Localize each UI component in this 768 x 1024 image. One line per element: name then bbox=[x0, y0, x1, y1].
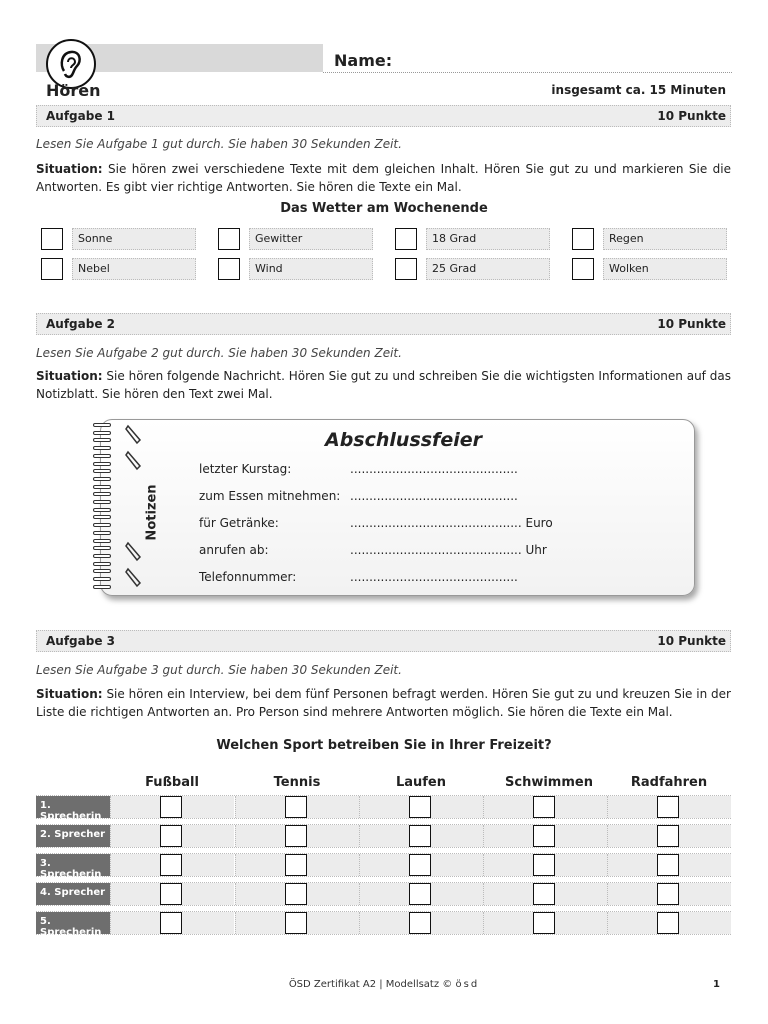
notepad-title: Abschlussfeier bbox=[325, 429, 482, 451]
pencil-icon bbox=[125, 541, 145, 593]
task1-situation: Situation: Sie hören zwei verschiedene Texte mit dem gleichen Inhalt. Hören Sie gut zu und markieren Sie die Antworten. Es gibt vier richtige Antworten. Sie hören die Texte ein Mal. bbox=[36, 162, 731, 194]
task1-points: 10 Punkte bbox=[657, 109, 726, 123]
field-blank[interactable]: ............................................. Euro bbox=[350, 516, 553, 530]
answer-checkbox[interactable] bbox=[160, 883, 182, 905]
answer-checkbox[interactable] bbox=[160, 796, 182, 818]
checkbox-nebel[interactable] bbox=[41, 258, 63, 280]
answer-checkbox[interactable] bbox=[409, 912, 431, 934]
spiral-ring bbox=[93, 539, 111, 543]
speaker-label: 4. Sprecher bbox=[36, 883, 110, 905]
answer-checkbox[interactable] bbox=[657, 854, 679, 876]
option-nebel: Nebel bbox=[72, 258, 196, 280]
spiral-ring bbox=[93, 469, 111, 473]
answer-checkbox[interactable] bbox=[533, 796, 555, 818]
answer-checkbox[interactable] bbox=[409, 883, 431, 905]
task1-instruction: Lesen Sie Aufgabe 1 gut durch. Sie haben 30 Sekunden Zeit. bbox=[36, 137, 402, 151]
task2-situation: Situation: Sie hören folgende Nachricht. Hören Sie gut zu und schreiben Sie die wichtigsten Informationen auf das Notizblatt. Sie hören den Text zwei Mal. bbox=[36, 369, 731, 401]
spiral-ring bbox=[93, 423, 111, 427]
spiral-ring bbox=[93, 446, 111, 450]
task2-points: 10 Punkte bbox=[657, 317, 726, 331]
field-blank[interactable]: ............................................. Uhr bbox=[350, 543, 547, 557]
answer-checkbox[interactable] bbox=[533, 883, 555, 905]
task1-title: Das Wetter am Wochenende bbox=[280, 201, 488, 216]
field-blank[interactable]: ............................................ bbox=[350, 570, 518, 584]
task2-instruction: Lesen Sie Aufgabe 2 gut durch. Sie haben 30 Sekunden Zeit. bbox=[36, 346, 402, 360]
option-sonne: Sonne bbox=[72, 228, 196, 250]
column-header: Fußball bbox=[145, 775, 199, 790]
speaker-label: 1. Sprecherin bbox=[36, 796, 110, 818]
checkbox-wolken[interactable] bbox=[572, 258, 594, 280]
field-label: letzter Kurstag: bbox=[199, 462, 292, 476]
answer-checkbox[interactable] bbox=[285, 796, 307, 818]
spiral-ring bbox=[93, 585, 111, 589]
checkbox-wind[interactable] bbox=[218, 258, 240, 280]
column-header: Schwimmen bbox=[505, 775, 593, 790]
spiral-ring bbox=[93, 523, 111, 527]
total-time: insgesamt ca. 15 Minuten bbox=[551, 83, 726, 97]
osd-logo: ösd bbox=[455, 979, 480, 990]
option-wind: Wind bbox=[249, 258, 373, 280]
task3-points: 10 Punkte bbox=[657, 634, 726, 648]
field-label: zum Essen mitnehmen: bbox=[199, 489, 341, 503]
task1-label: Aufgabe 1 bbox=[46, 109, 115, 123]
speaker-label: 5. Sprecherin bbox=[36, 912, 110, 934]
answer-checkbox[interactable] bbox=[657, 796, 679, 818]
task2-label: Aufgabe 2 bbox=[46, 317, 115, 331]
answer-checkbox[interactable] bbox=[285, 912, 307, 934]
spiral-ring bbox=[93, 500, 111, 504]
field-blank[interactable]: ............................................ bbox=[350, 489, 518, 503]
checkbox-regen[interactable] bbox=[572, 228, 594, 250]
section-title: Hören bbox=[46, 81, 101, 100]
spiral-ring bbox=[93, 454, 111, 458]
option-18-grad: 18 Grad bbox=[426, 228, 550, 250]
speaker-label: 2. Sprecher bbox=[36, 825, 110, 847]
task3-situation: Situation: Sie hören ein Interview, bei dem fünf Personen befragt werden. Hören Sie gut zu und kreuzen Sie in der Liste die richtigen Antworten an. Pro Person sind mehrere Antworten möglich. Sie hören die Texte ein Mal. bbox=[36, 687, 731, 719]
task3-label: Aufgabe 3 bbox=[46, 634, 115, 648]
answer-checkbox[interactable] bbox=[657, 883, 679, 905]
name-line[interactable] bbox=[323, 72, 732, 73]
spiral-ring bbox=[93, 462, 111, 466]
task3-title: Welchen Sport betreiben Sie in Ihrer Freizeit? bbox=[216, 738, 552, 753]
spiral-ring bbox=[93, 569, 111, 573]
spiral-ring bbox=[93, 546, 111, 550]
spiral-ring bbox=[93, 515, 111, 519]
spiral-ring bbox=[93, 577, 111, 581]
answer-checkbox[interactable] bbox=[409, 854, 431, 876]
answer-checkbox[interactable] bbox=[160, 825, 182, 847]
answer-checkbox[interactable] bbox=[285, 883, 307, 905]
pencil-icon bbox=[125, 424, 145, 476]
spiral-ring bbox=[93, 562, 111, 566]
answer-checkbox[interactable] bbox=[160, 854, 182, 876]
answer-checkbox[interactable] bbox=[409, 825, 431, 847]
field-label: anrufen ab: bbox=[199, 543, 269, 557]
option-25-grad: 25 Grad bbox=[426, 258, 550, 280]
answer-checkbox[interactable] bbox=[533, 912, 555, 934]
spiral-ring bbox=[93, 477, 111, 481]
column-header: Tennis bbox=[273, 775, 321, 790]
spiral-ring bbox=[93, 485, 111, 489]
option-gewitter: Gewitter bbox=[249, 228, 373, 250]
answer-checkbox[interactable] bbox=[657, 825, 679, 847]
task3-instruction: Lesen Sie Aufgabe 3 gut durch. Sie haben 30 Sekunden Zeit. bbox=[36, 663, 402, 677]
field-blank[interactable]: ............................................ bbox=[350, 462, 518, 476]
checkbox-18-grad[interactable] bbox=[395, 228, 417, 250]
answer-checkbox[interactable] bbox=[657, 912, 679, 934]
answer-checkbox[interactable] bbox=[409, 796, 431, 818]
task1-header bbox=[36, 105, 731, 127]
answer-checkbox[interactable] bbox=[533, 825, 555, 847]
checkbox-gewitter[interactable] bbox=[218, 228, 240, 250]
spiral-ring bbox=[93, 431, 111, 435]
speaker-label: 3. Sprecherin bbox=[36, 854, 110, 876]
task2-header bbox=[36, 313, 731, 335]
spiral-ring bbox=[93, 492, 111, 496]
answer-checkbox[interactable] bbox=[160, 912, 182, 934]
spiral-ring bbox=[93, 531, 111, 535]
column-header: Radfahren bbox=[630, 775, 708, 790]
notepad-side-label: Notizen bbox=[144, 484, 160, 541]
field-label: für Getränke: bbox=[199, 516, 279, 530]
answer-checkbox[interactable] bbox=[285, 825, 307, 847]
answer-checkbox[interactable] bbox=[533, 854, 555, 876]
field-label: Telefonnummer: bbox=[199, 570, 297, 584]
spiral-ring bbox=[93, 554, 111, 558]
column-header: Laufen bbox=[395, 775, 447, 790]
page-number: 1 bbox=[713, 979, 720, 990]
task3-header bbox=[36, 630, 731, 652]
footer: ÖSD Zertifikat A2 | Modellsatz © ösd bbox=[288, 979, 480, 990]
option-wolken: Wolken bbox=[603, 258, 727, 280]
checkbox-sonne[interactable] bbox=[41, 228, 63, 250]
name-label: Name: bbox=[334, 51, 393, 70]
spiral-ring bbox=[93, 508, 111, 512]
spiral-ring bbox=[93, 438, 111, 442]
answer-checkbox[interactable] bbox=[285, 854, 307, 876]
checkbox-25-grad[interactable] bbox=[395, 258, 417, 280]
option-regen: Regen bbox=[603, 228, 727, 250]
